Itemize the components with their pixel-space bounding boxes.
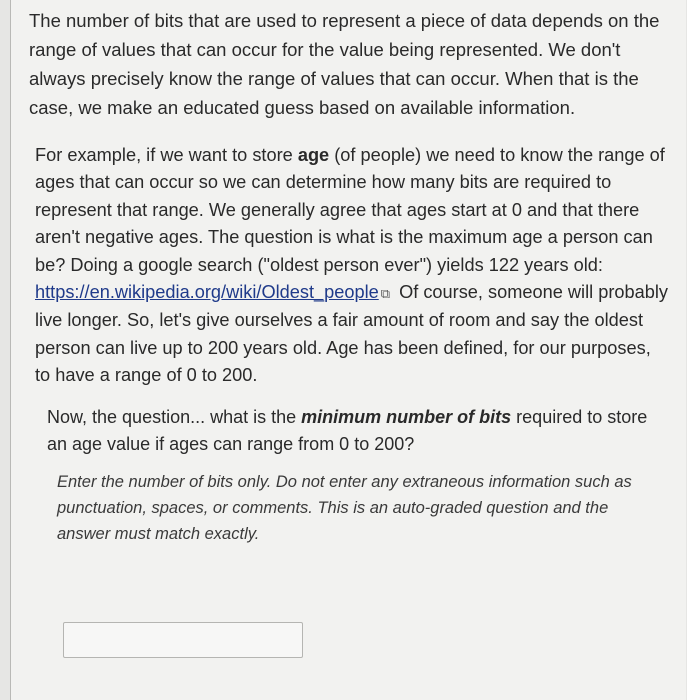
example-text-1: For example, if we want to store (35, 145, 298, 165)
example-text-3: Of course, someone will probably live longer. So, let's give ourselves a fair amount of room and say the oldest person can live up to 200 years old. Age has been defined, for our purposes, to have a range of 0 to 200. (35, 282, 668, 386)
instructions-paragraph (57, 469, 647, 547)
external-link-icon[interactable]: ⧉ (380, 286, 391, 302)
question-panel (10, 0, 686, 700)
instructions-text: Enter the number of bits only. Do not enter any extraneous information such as punctuation, spaces, or comments. This is an auto-graded question and the answer must match exactly. (57, 473, 632, 543)
example-text-2: (of people) we need to know the range of ages that can occur so we can determine how many bits are required to represent that range. We generally agree that ages start at 0 and that there aren't negative ages. The question is what is the maximum age a person can be? Doing a google search ("oldest person ever") yields 122 years old: (35, 145, 665, 275)
example-paragraph (35, 142, 670, 390)
intro-paragraph (29, 6, 679, 122)
answer-input[interactable] (63, 622, 303, 658)
age-emphasis: age (297, 145, 330, 165)
question-paragraph (47, 404, 659, 458)
intro-text: The number of bits that are used to represent a piece of data depends on the range of values that can occur for the value being represented. We don't always precisely know the range of values that can occur. When that is the case, we make an educated guess based on available information. (29, 10, 660, 118)
question-text-1: Now, the question... what is the (47, 407, 302, 427)
wikipedia-link[interactable]: https://en.wikipedia.org/wiki/Oldest_people (35, 282, 379, 303)
question-text-2: required to store an age value if ages can range from 0 to 200? (47, 407, 648, 454)
minimum-bits-emphasis: minimum number of bits (301, 407, 512, 427)
